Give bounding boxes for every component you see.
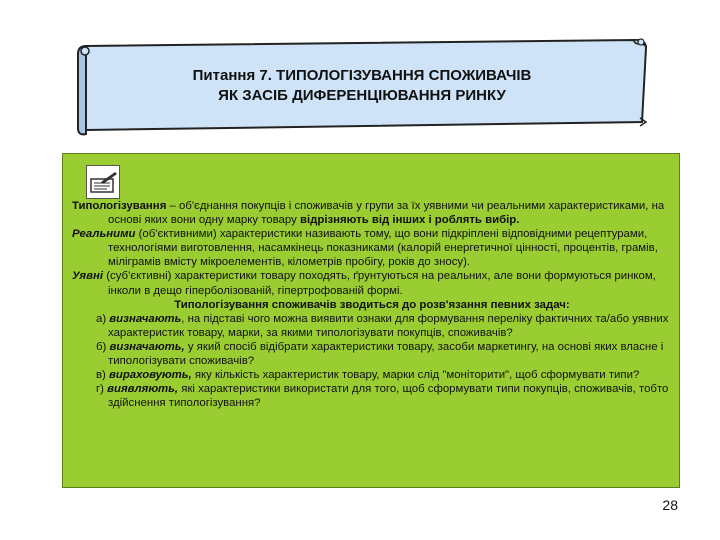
imaginary-characteristics-paragraph: Уявні (суб'єктивні) характеристики товару походять, ґрунтуються на реальних, але вони формуються ринком, інколи в дещо гіперболізованій, гіпертрофованій формі. xyxy=(72,270,656,297)
page-number: 28 xyxy=(662,497,678,513)
list-item: а) визначають, на підставі чого можна виявити ознаки для формування переліку фактичних та/або уявних характеристик товару, марки, за якими типологізувати покупців, споживачів? xyxy=(96,312,669,339)
tasks-heading: Типологізування споживачів зводиться до розв'язання певних задач: xyxy=(174,298,570,311)
definition-paragraph: Типологізування – об'єднання покупців і споживачів у групи за їх уявними чи реальними характеристиками, на основі яких вони одну марку товару відрізняють від інших і роблять вибір. xyxy=(72,200,665,227)
list-item: в) вираховують, яку кількість характеристик товару, марки слід "моніторити", щоб сформувати типи? xyxy=(96,369,640,382)
main-text xyxy=(72,199,672,410)
list-item: б) визначають, у який спосіб відібрати характеристики товару, засоби маркетингу, на основі яких власне і типологізувати споживачів? xyxy=(96,340,664,368)
notepad-pencil-icon xyxy=(86,165,120,199)
page-title xyxy=(92,66,632,106)
title-line-2: ЯК ЗАСІБ ДИФЕРЕНЦІЮВАННЯ РИНКУ xyxy=(218,87,506,104)
real-characteristics-paragraph: Реальними (об'єктивними) характеристики називають тому, що вони підкріплені відповідними рецептурами, технологіями виготовлення, насамкінець показниками (калорій енергетичної цінності, процентів, грамів, міліграмів вмісту мікроелементів, кілометрів пробігу, років до зносу). xyxy=(72,228,658,269)
title-line-1: Питання 7. ТИПОЛОГІЗУВАННЯ СПОЖИВАЧІВ xyxy=(192,67,532,84)
list-item: г) виявляють, які характеристики використати для того, щоб сформувати типи покупців, споживачів, тобто здійснення типологізування? xyxy=(96,383,669,410)
